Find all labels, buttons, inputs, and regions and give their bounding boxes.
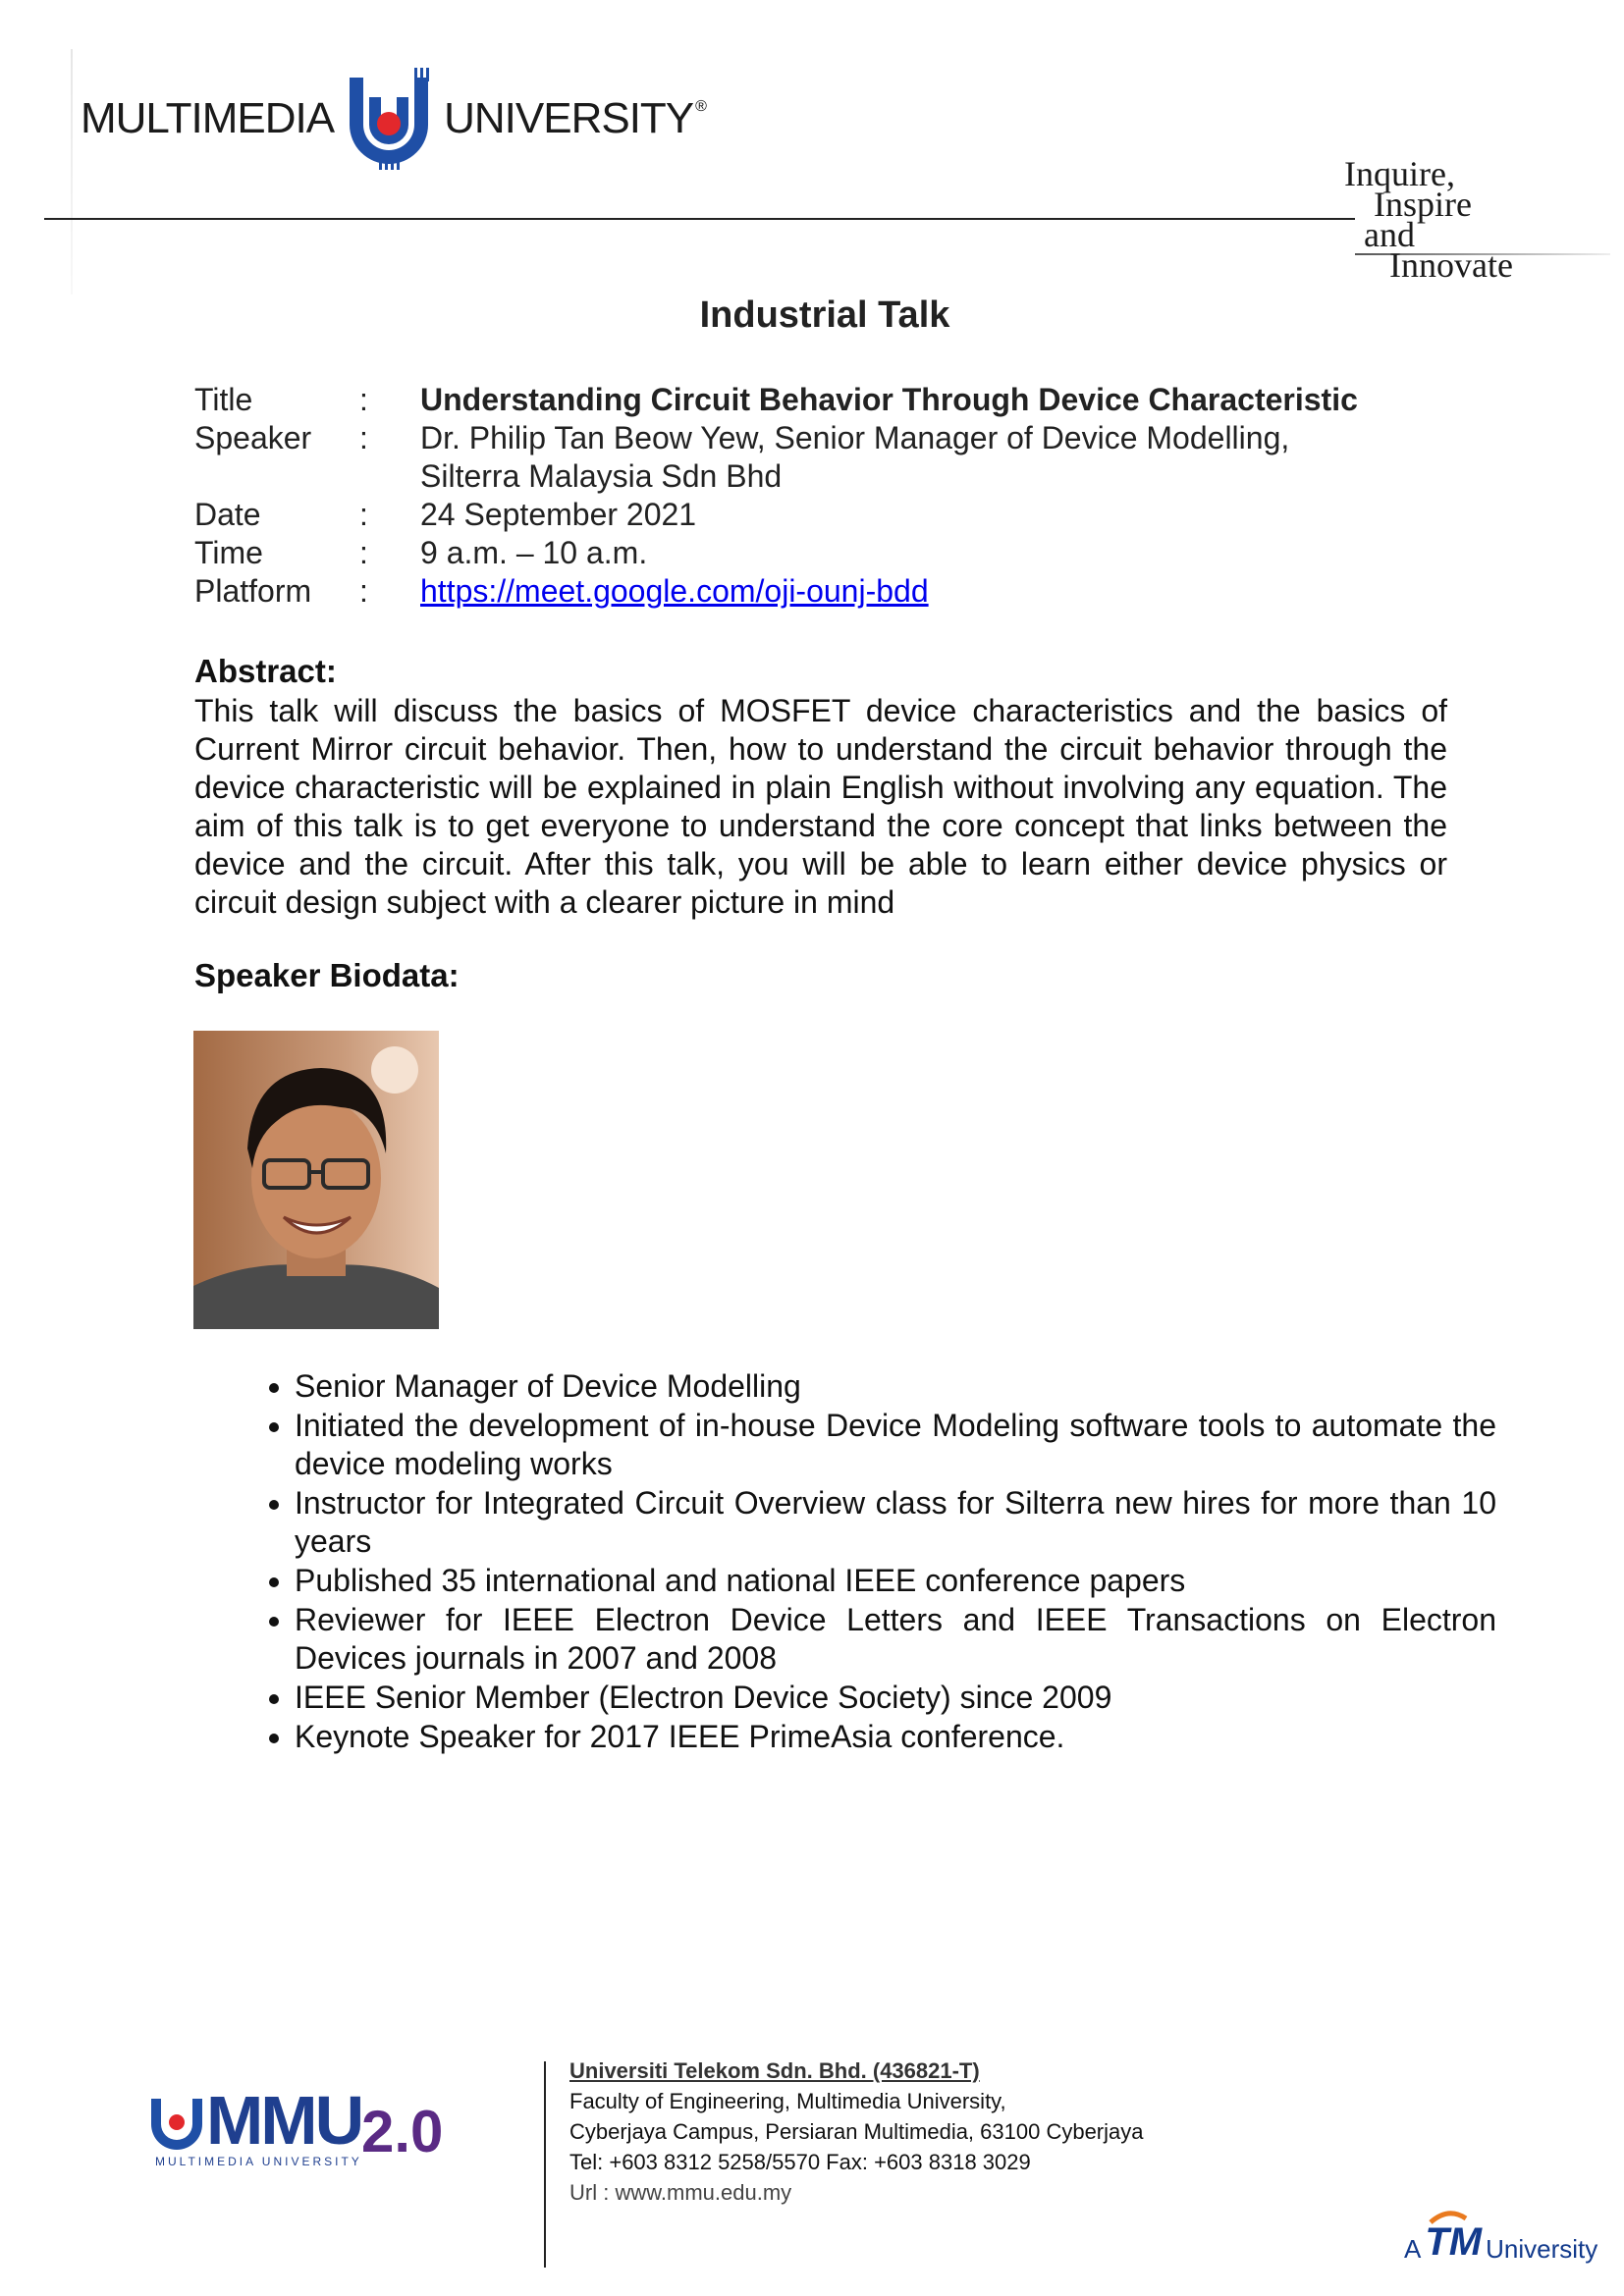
platform-link[interactable]: https://meet.google.com/oji-ounj-bdd [420, 573, 929, 609]
time-label: Time [194, 535, 263, 570]
separator: : [359, 497, 368, 532]
separator: : [359, 573, 368, 609]
motto-line-3: and [1364, 215, 1415, 254]
info-row-title [194, 381, 1451, 419]
separator: : [359, 382, 368, 417]
registered-mark: ® [695, 98, 707, 115]
motto-line-2: Inspire [1374, 185, 1472, 224]
mmu-emblem-icon [340, 68, 438, 170]
abstract-text: This talk will discuss the basics of MOSFET device characteristics and the basics of Current Mirror circuit behavior. Then, how to understand the circuit behavior through the device characteristic will be explained in plain English without involving any equation. The aim of this talk is to get everyone to understand the core concept that links between the device and the circuit. After this talk, you will be able to learn either device physics or circuit design subject with a clearer picture in mind [194, 693, 1447, 920]
speaker-value [420, 419, 1451, 496]
header-rule [44, 218, 1355, 220]
tm-swoosh-icon [1429, 2211, 1468, 2224]
logo-text-right: UNIVERSITY [444, 94, 694, 142]
footer-line-4: Url : www.mmu.edu.my [569, 2180, 792, 2205]
tm-logo-university: University [1486, 2234, 1598, 2264]
list-item: • Senior Manager of Device Modelling [295, 1367, 1496, 1406]
footer-divider [544, 2061, 546, 2268]
footer-line-2: Cyberjaya Campus, Persiaran Multimedia, 63100 Cyberjaya [569, 2119, 1144, 2144]
tm-logo-text: TM [1425, 2220, 1483, 2264]
header-frame-left [71, 49, 73, 294]
date-value: 24 September 2021 [420, 497, 697, 532]
list-item: • Keynote Speaker for 2017 IEEE PrimeAsia conference. [295, 1718, 1496, 1756]
tm-university-logo [1404, 2220, 1597, 2265]
list-item: • IEEE Senior Member (Electron Device Society) since 2009 [295, 1679, 1496, 1717]
info-row-platform [194, 572, 1451, 611]
list-item: • Reviewer for IEEE Electron Device Letters and IEEE Transactions on Electron Devices journals in 2007 and 2008 [295, 1601, 1496, 1678]
mmu-logo-subtext: MULTIMEDIA UNIVERSITY [155, 2155, 362, 2168]
mmu20-logo-image [147, 2081, 520, 2169]
talk-info [194, 381, 1451, 611]
separator: : [359, 420, 368, 455]
title-label: Title [194, 382, 253, 417]
abstract-heading: Abstract: [194, 653, 337, 689]
list-item: • Initiated the development of in-house Device Modeling software tools to automate the device modeling works [295, 1407, 1496, 1483]
info-row-date [194, 496, 1451, 534]
title-value: Understanding Circuit Behavior Through Device Characteristic [420, 382, 1358, 417]
list-item: • Instructor for Integrated Circuit Overview class for Silterra new hires for more than 10 years [295, 1484, 1496, 1561]
separator: : [359, 535, 368, 570]
platform-label: Platform [194, 573, 312, 609]
university-logo [81, 65, 707, 173]
time-value: 9 a.m. – 10 a.m. [420, 535, 648, 570]
tm-logo-a: A [1404, 2234, 1422, 2264]
motto-line-4: Innovate [1389, 245, 1513, 285]
speaker-value-line-2: Silterra Malaysia Sdn Bhd [420, 458, 783, 494]
info-row-speaker [194, 419, 1451, 496]
university-motto [1330, 154, 1513, 285]
page-title: Industrial Talk [699, 294, 950, 336]
tm-logo-mark [1421, 2220, 1486, 2265]
footer-line-3: Tel: +603 8312 5258/5570 Fax: +603 8318 3029 [569, 2150, 1031, 2174]
mmu-logo-version: 2.0 [361, 2099, 444, 2164]
mmu-logo-text: MMU [206, 2082, 362, 2159]
footer-company: Universiti Telekom Sdn. Bhd. (436821-T) [569, 2058, 980, 2083]
biodata-heading: Speaker Biodata: [194, 957, 460, 993]
mmu20-logo [147, 2081, 520, 2174]
date-label: Date [194, 497, 261, 532]
info-row-time [194, 534, 1451, 572]
list-item: • Published 35 international and national IEEE conference papers [295, 1562, 1496, 1600]
footer-line-1: Faculty of Engineering, Multimedia University, [569, 2089, 1006, 2113]
speaker-label: Speaker [194, 420, 312, 455]
speaker-value-line-1: Dr. Philip Tan Beow Yew, Senior Manager of Device Modelling, [420, 420, 1290, 455]
biodata-list [245, 1367, 1496, 1757]
speaker-portrait-image [193, 1031, 439, 1329]
motto-line-1: Inquire, [1344, 154, 1455, 193]
footer-address [569, 2056, 1144, 2208]
speaker-photo [193, 1031, 439, 1329]
logo-text-left: MULTIMEDIA [81, 94, 335, 142]
